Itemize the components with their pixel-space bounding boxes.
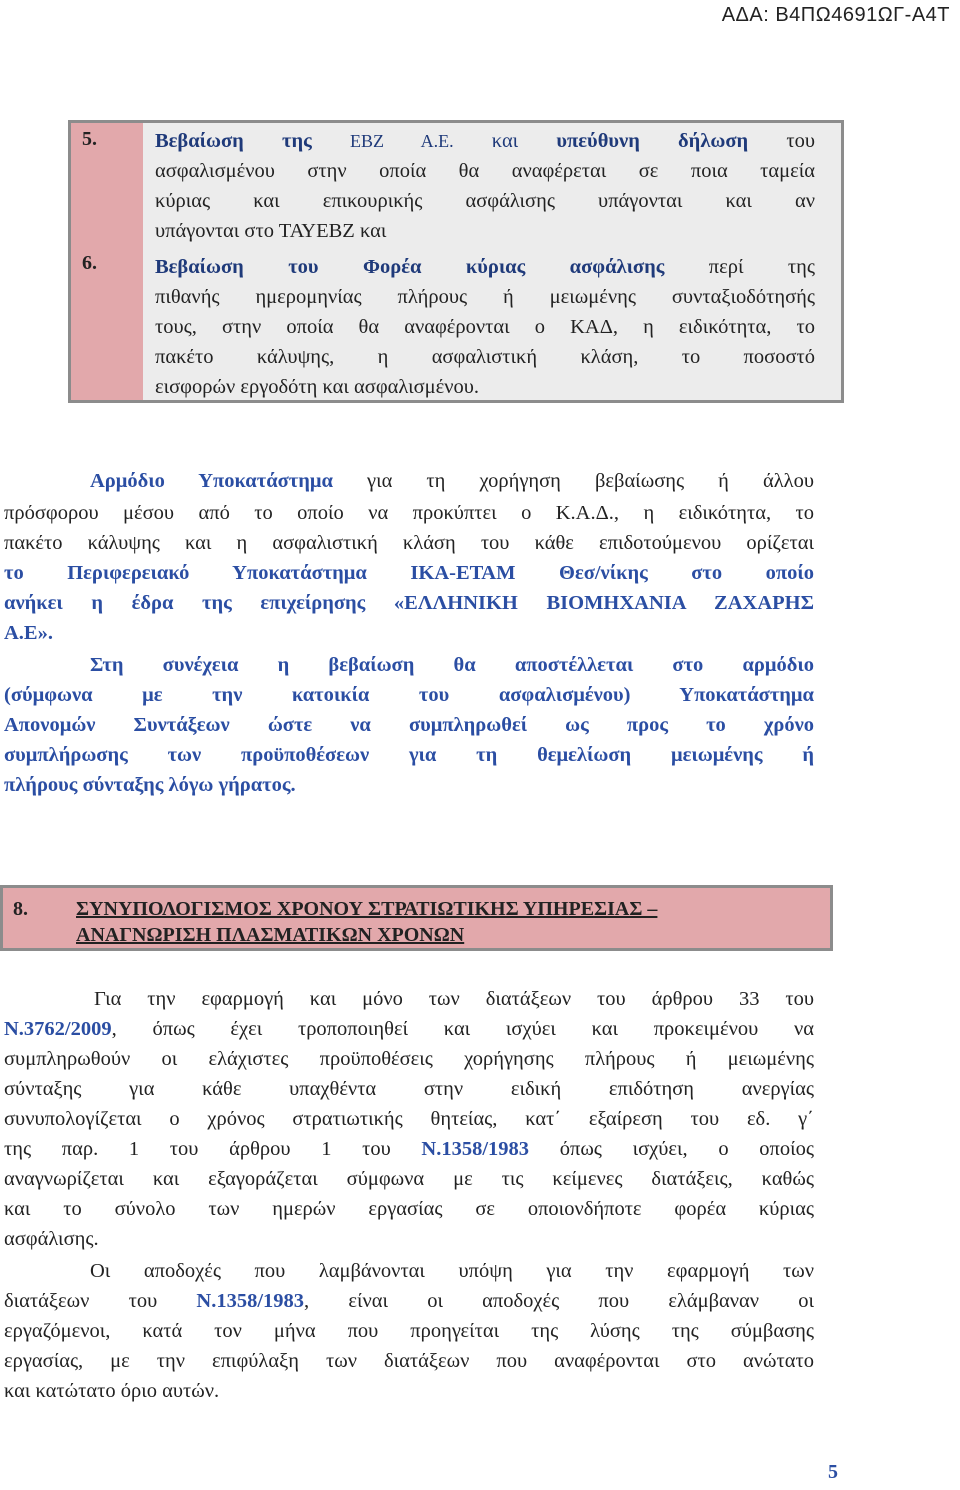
para1-line-3: πακέτο κάλυψης και η ασφαλιστική κλάση του κάθε επιδοτούμενου ορίζεται xyxy=(4,532,814,554)
para3-line-2: Ν.3762/2009, όπως έχει τροποποιηθεί και ισχύει και προκειμένου να xyxy=(4,1018,814,1040)
para2-line-5: πλήρους σύνταξης λόγω γήρατος. xyxy=(4,774,296,796)
para4-line-3: εργαζόμενοι, κατά τον μήνα που προηγείται της λύσης της σύμβασης xyxy=(4,1320,814,1342)
page-number: 5 xyxy=(828,1461,838,1483)
para3-line-9: ασφάλισης. xyxy=(4,1228,99,1250)
para3-line-1: Για την εφαρμογή και μόνο των διατάξεων του άρθρου 33 του xyxy=(94,988,814,1010)
para4-line-4: εργασίας, με την επιφύλαξη των διατάξεων που αναφέρονται στο ανώτατο xyxy=(4,1350,814,1372)
para2-line-2: (σύμφωνα με την κατοικία του ασφαλισμένου) Υποκατάστημα xyxy=(4,684,814,706)
para2-line-1: Στη συνέχεια η βεβαίωση θα αποστέλλεται στο αρμόδιο xyxy=(90,654,814,676)
para2-line-3: Απονομών Συντάξεων ώστε να συμπληρωθεί ως προς το χρόνο xyxy=(4,714,815,736)
section-8-title-line-1: ΣΥΝΥΠΟΛΟΓΙΣΜΟΣ ΧΡΟΝΟΥ ΣΤΡΑΤΙΩΤΙΚΗΣ ΥΠΗΡΕΣΙΑΣ – xyxy=(76,898,658,920)
para4-line-1: Οι αποδοχές που λαμβάνονται υπόψη για την εφαρμογή των xyxy=(90,1260,814,1282)
para3-line-7: αναγνωρίζεται και εξαγοράζεται σύμφωνα με τις κείμενες διατάξεις, καθώς xyxy=(4,1168,814,1190)
para3-line-6: της παρ. 1 του άρθρου 1 του Ν.1358/1983 όπως ισχύει, ο οποίος xyxy=(4,1138,814,1160)
section-8-title-line-2: ΑΝΑΓΝΩΡΙΣΗ ΠΛΑΣΜΑΤΙΚΩΝ ΧΡΟΝΩΝ xyxy=(76,924,465,946)
para4-line-5: και κατώτατο όριο αυτών. xyxy=(4,1380,220,1402)
para3-line-5: συνυπολογίζεται ο χρόνος στρατιωτικής θητείας, κατ΄ εξαίρεση του εδ. γ΄ xyxy=(4,1108,814,1130)
item-6-line-3: τους, στην οποία θα αναφέρονται ο ΚΑΔ, η ειδικότητα, το xyxy=(155,316,815,338)
para3-line-3: συμπληρωθούν οι ελάχιστες προϋποθέσεις χορήγησης πλήρους ή μειωμένης xyxy=(4,1048,814,1070)
para1-line-1: Αρμόδιο Υποκατάστημα για τη χορήγηση βεβαίωσης ή άλλου xyxy=(90,470,814,492)
para3-line-8: και το σύνολο των ημερών εργασίας σε οποιονδήποτε φορέα κύριας xyxy=(4,1198,814,1220)
item-6-line-1: Βεβαίωση του Φορέα κύριας ασφάλισης περί της xyxy=(155,256,815,278)
item-6-line-4: πακέτο κάλυψης, η ασφαλιστική κλάση, το ποσοστό xyxy=(155,346,815,368)
item-6-line-2: πιθανής ημερομηνίας πλήρους ή μειωμένης συνταξιοδότησής xyxy=(155,286,815,308)
item-6-line-5: εισφορών εργοδότη και ασφαλισμένου. xyxy=(155,376,480,398)
para1-line-4: το Περιφερειακό Υποκατάστημα ΙΚΑ-ΕΤΑΜ Θεσ/νίκης στο οποίο xyxy=(4,562,814,584)
para1-line-2: πρόσφορου μέσου από το οποίο να προκύπτει ο Κ.Α.Δ., η ειδικότητα, το xyxy=(4,502,815,524)
para2-line-4: συμπλήρωσης των προϋποθέσεων για τη θεμελίωση μειωμένης ή xyxy=(4,744,814,766)
section-8-header xyxy=(0,885,833,951)
para1-line-5: ανήκει η έδρα της επιχείρησης «ΕΛΛΗΝΙΚΗ ΒΙΟΜΗΧΑΝΙΑ ΖΑΧΑΡΗΣ xyxy=(4,592,814,614)
item-5-line-3: κύριας και επικουρικής ασφάλισης υπάγονται και αν xyxy=(155,190,815,212)
item-5-line-4: υπάγονται στο ΤΑΥΕΒΖ και xyxy=(155,220,387,242)
item-5-line-1: Βεβαίωση της ΕΒΖ Α.Ε. και υπεύθυνη δήλωση του xyxy=(155,130,816,152)
para3-line-4: σύνταξης για κάθε υπαχθέντα στην ειδική επιδότηση ανεργίας xyxy=(4,1078,814,1100)
item-6-number: 6. xyxy=(82,252,97,274)
para1-line-6: Α.Ε». xyxy=(4,622,53,644)
section-8-number: 8. xyxy=(13,898,28,920)
para4-line-2: διατάξεων του Ν.1358/1983, είναι οι αποδοχές που ελάμβαναν οι xyxy=(4,1290,815,1312)
ada-code: ΑΔΑ: Β4ΠΩ4691ΩΓ-Α4Τ xyxy=(721,4,950,26)
item-5-line-2: ασφαλισμένου στην οποία θα αναφέρεται σε ποια ταμεία xyxy=(155,160,815,182)
item-5-number: 5. xyxy=(82,128,97,150)
